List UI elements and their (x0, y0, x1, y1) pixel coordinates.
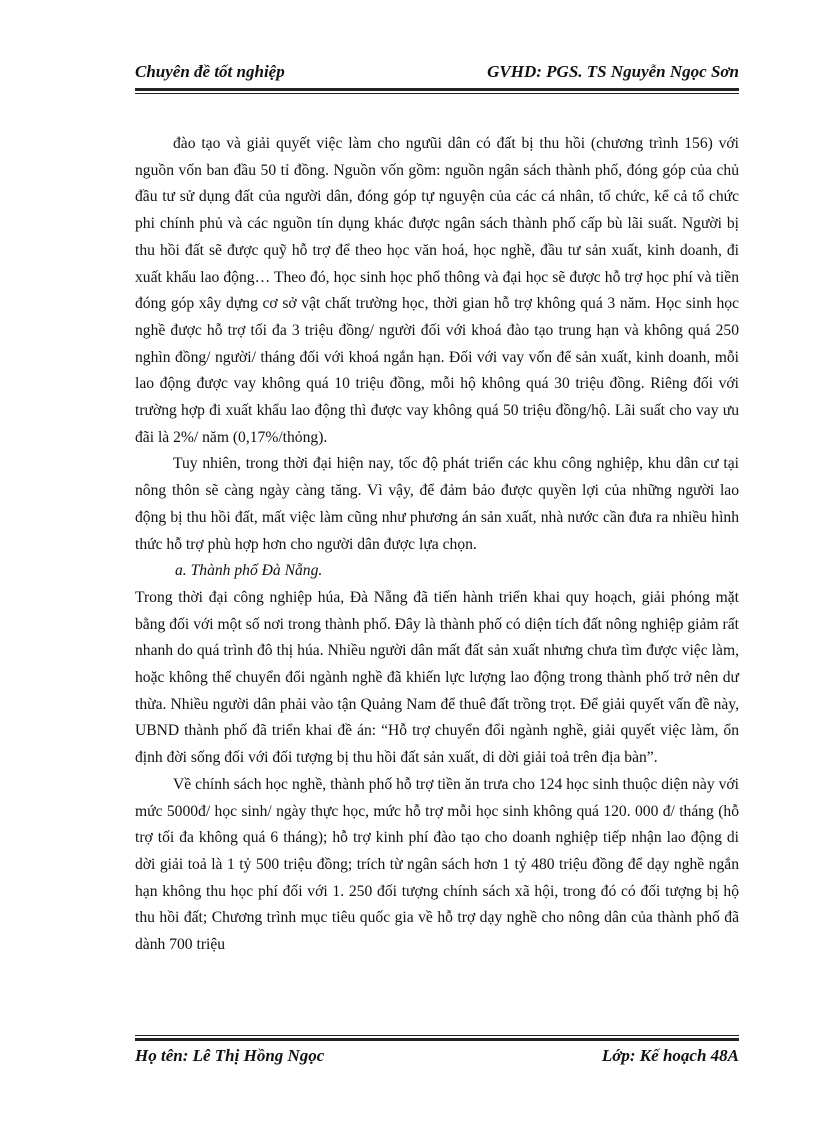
header-rule (135, 88, 739, 94)
footer-rule (135, 1035, 739, 1041)
header-title: Chuyên đề tốt nghiệp (135, 62, 285, 81)
paragraph-program-156: đào tạo và giải quyết việc làm cho ngưũi dân có đất bị thu hồi (chương trình 156) với nguồn vốn ban đầu 50 tỉ đồng. Nguồn vốn gồm: nguồn ngân sách thành phố, đóng góp của chủ đầu tư sử dụng đất của người dân, đóng góp tự nguyện của các cá nhân, tổ chức, kể cả tổ chức phi chính phủ và các nguồn tín dụng khác được ngân sách thành phố cấp bù lãi suất. Người bị thu hồi đất sẽ được quỹ hỗ trợ để theo học văn hoá, học nghề, đầu tư sản xuất, kinh doanh, đi xuất khẩu lao động… Theo đó, học sinh học phổ thông và đại học sẽ được hỗ trợ học phí và tiền đóng góp xây dựng cơ sở vật chất trường học, thời gian hỗ trợ không quá 3 năm. Học sinh học nghề được hỗ trợ tối đa 3 triệu đồng/ người đối với khoá đào tạo trung hạn và không quá 250 nghìn đồng/ người/ tháng đối với khoá ngắn hạn. Đối với vay vốn để sản xuất, kinh doanh, mỗi lao động được vay không quá 10 triệu đồng, mỗi hộ không quá 30 triệu đồng. Riêng đối với trường hợp đi xuất khẩu lao động thì được vay không quá 50 triệu đồng/hộ. Lãi suất cho vay ưu đãi là 2%/ năm (0,17%/thỏng). (135, 135, 739, 446)
paragraph-however: Tuy nhiên, trong thời đại hiện nay, tốc độ phát triển các khu công nghiệp, khu dân cư tại nông thôn sẽ càng ngày càng tăng. Vì vậy, để đảm bảo được quyền lợi của những người lao động bị thu hồi đất, mất việc làm cũng như phương án sản xuất, nhà nước cần đưa ra nhiều hình thức hỗ trợ phù hợp hơn cho người dân được lựa chọn. (135, 455, 739, 553)
footer-author: Họ tên: Lê Thị Hồng Ngọc (135, 1046, 325, 1065)
paragraph-vocational-policy: Về chính sách học nghề, thành phố hỗ trợ tiền ăn trưa cho 124 học sinh thuộc diện này với mức 5000đ/ học sinh/ ngày thực học, mức hỗ trợ mỗi học sinh không quá 120. 000 đ/ tháng (hỗ trợ tối đa không quá 6 tháng); hỗ trợ kinh phí đào tạo cho doanh nghiệp tiếp nhận lao động di dời giải toả là 1 tỷ 500 triệu đồng; trích từ ngân sách hơn 1 tỷ 480 triệu đồng để dạy nghề ngắn hạn không thu học phí đối với 1. 250 đối tượng chính sách xã hội, trong đó có đối tượng bị hộ thu hồi đất; Chương trình mục tiêu quốc gia về hỗ trợ dạy nghề cho nông dân của thành phố đã dành 700 triệu (135, 775, 739, 954)
page-footer (135, 1046, 739, 1066)
paragraph-da-nang: Trong thời đại công nghiệp húa, Đà Nẵng đã tiến hành triển khai quy hoạch, giải phóng mặt bằng đối với một số nơi trong thành phố. Đây là thành phố có diện tích đất nông nghiệp giảm rất nhanh do quá trình đô thị húa. Nhiều người dân mất đất sản xuất nhưng chưa tìm được việc làm, hoặc không thể chuyển đổi ngành nghề đã khiến lực lượng lao động trong thành phố trở nên dư thừa. Nhiều người dân phải vào tận Quảng Nam để thuê đất trồng trọt. Để giải quyết vấn đề này, UBND thành phố đã triển khai đề án: “Hỗ trợ chuyển đổi ngành nghề, giải quyết việc làm, ổn định đời sống đối với đối tượng bị thu hồi đất sản xuất, di dời giải toả trên địa bàn”. (135, 588, 739, 767)
page-header (135, 62, 739, 82)
footer-class: Lớp: Kế hoạch 48A (601, 1046, 739, 1065)
section-heading-da-nang: a. Thành phố Đà Nẵng. (175, 562, 323, 580)
header-advisor: GVHD: PGS. TS Nguyễn Ngọc Sơn (487, 62, 739, 81)
document-body (135, 131, 739, 959)
